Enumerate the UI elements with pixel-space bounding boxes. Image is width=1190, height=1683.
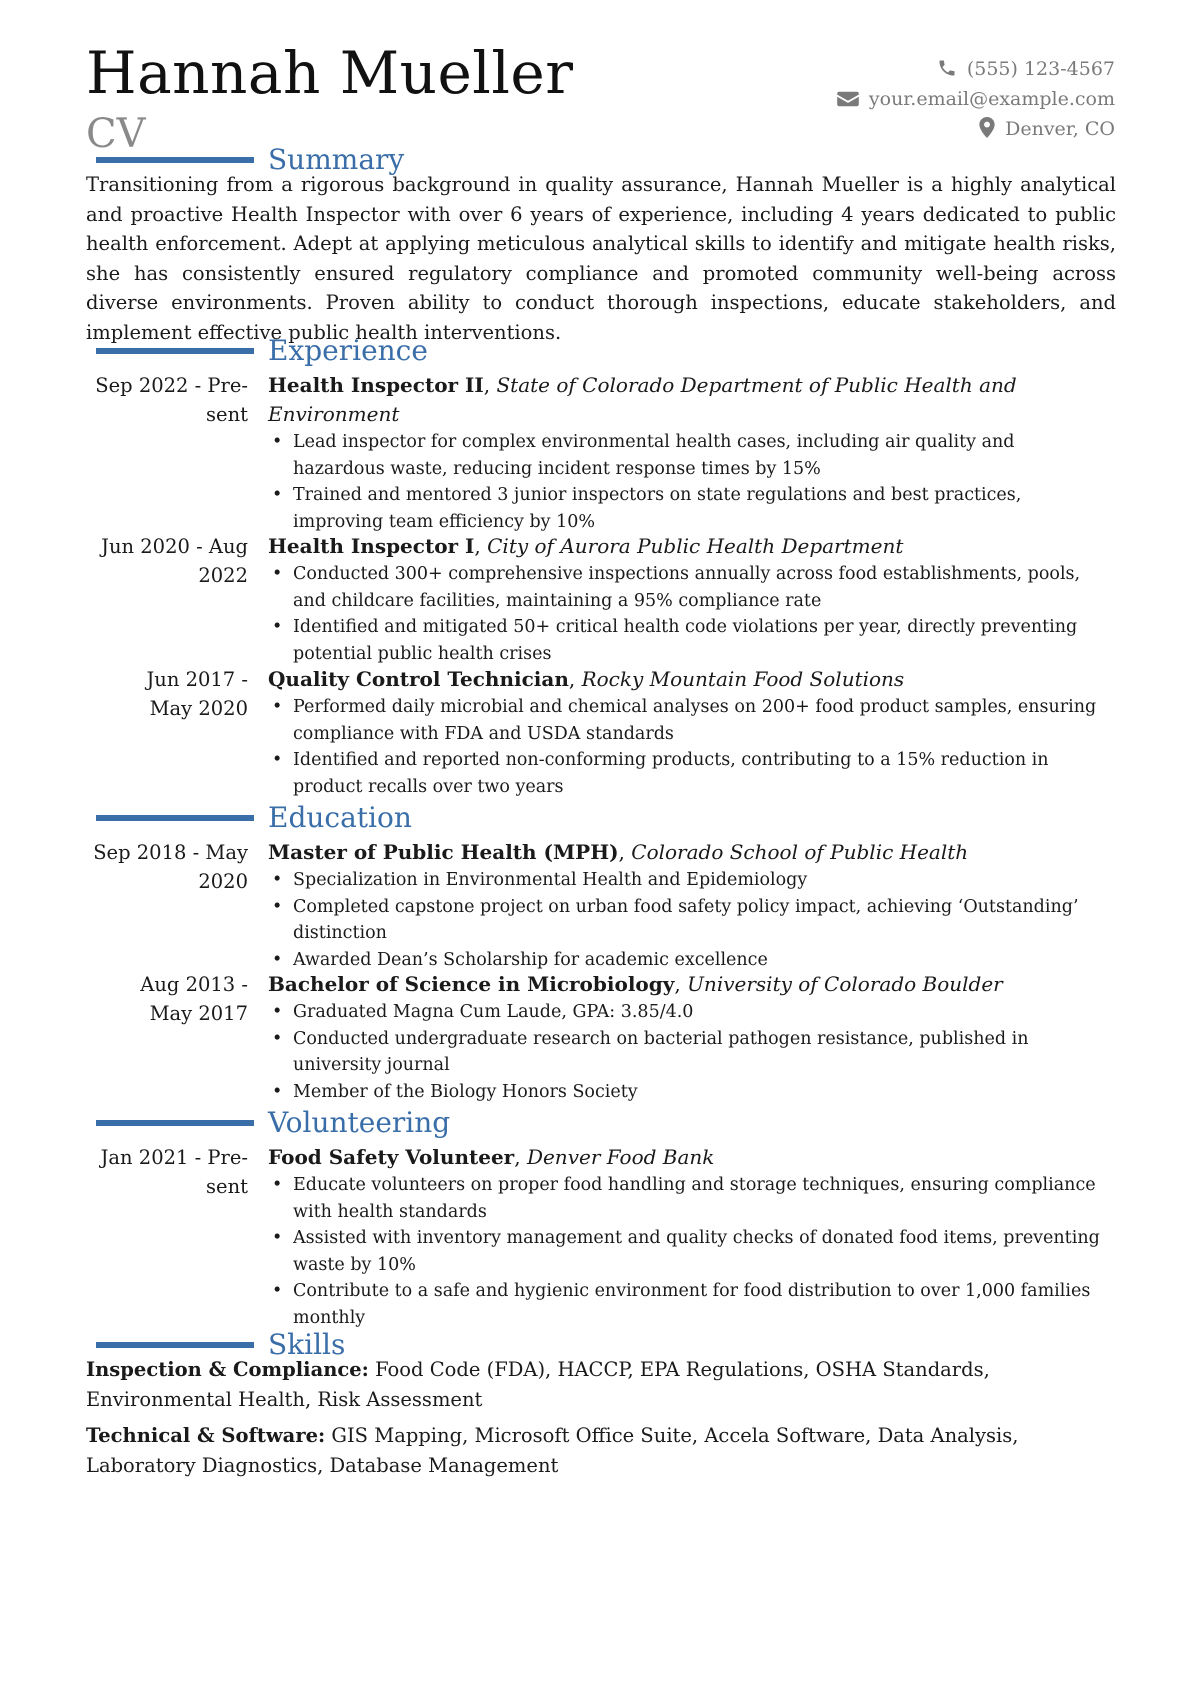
- email-text: your.email@example.com: [868, 88, 1115, 110]
- entry-body: [268, 1143, 1110, 1331]
- section-bar: [96, 1342, 254, 1348]
- entry-bullets: [268, 1172, 1110, 1331]
- entry-organization: City of Aurora Public Health Department: [487, 534, 904, 558]
- entry-bullets: [268, 561, 1110, 667]
- section-bar: [96, 348, 254, 354]
- skill-group-text: GIS Mapping, Microsoft Office Suite, Accela Software, Data Analysis, Laboratory Diagnostics, Database Management: [86, 1424, 1019, 1477]
- date-line: 2020: [198, 870, 248, 893]
- skill-group: [86, 1421, 1116, 1480]
- date-line: May 2020: [149, 697, 248, 720]
- section-title: Volunteering: [268, 1106, 451, 1139]
- entry-bullets: [268, 867, 1110, 973]
- entry-date: [86, 838, 248, 896]
- entry-date: [86, 1143, 248, 1201]
- entry-bullets: [268, 429, 1110, 535]
- entry-organization: University of Colorado Boulder: [687, 972, 1003, 996]
- bullet-item: • Assisted with inventory management and quality checks of donated food items, preventing waste by 10%: [268, 1225, 1110, 1278]
- date-line: 2022: [198, 564, 248, 587]
- entry-body: [268, 371, 1110, 535]
- entry-date: [86, 371, 248, 429]
- skill-group-label: Technical & Software:: [86, 1424, 326, 1447]
- phone-text: (555) 123-4567: [966, 58, 1115, 80]
- section-bar: [96, 157, 254, 163]
- section-bar: [96, 815, 254, 821]
- experience-heading: [0, 333, 1190, 373]
- entry-body: [268, 665, 1110, 800]
- entry-role: Quality Control Technician: [268, 667, 569, 691]
- contact-phone[interactable]: [837, 54, 1115, 84]
- bullet-item: • Awarded Dean’s Scholarship for academic excellence: [268, 947, 1110, 974]
- date-line: Jun 2017 -: [146, 668, 248, 691]
- skill-group-label: Inspection & Compliance:: [86, 1358, 369, 1381]
- candidate-name: Hannah Mueller: [86, 39, 574, 107]
- entry-organization: Denver Food Bank: [526, 1145, 715, 1169]
- skill-group-text: Food Code (FDA), HACCP, EPA Regulations, OSHA Standards, Environmental Health, Risk Assessment: [86, 1358, 990, 1411]
- date-line: sent: [206, 1175, 248, 1198]
- date-line: Sep 2022 - Pre-: [95, 374, 248, 397]
- section-title: Summary: [268, 143, 405, 176]
- entry-organization: State of Colorado Department of Public Health and Environment: [268, 373, 1017, 426]
- entry-role: Bachelor of Science in Microbiology: [268, 972, 675, 996]
- entry-date: [86, 532, 248, 590]
- entry-body: [268, 838, 1110, 973]
- entry-bullets: [268, 694, 1110, 800]
- bullet-item: • Member of the Biology Honors Society: [268, 1079, 1110, 1106]
- date-line: Jan 2021 - Pre-: [100, 1146, 248, 1169]
- document-subtitle: CV: [86, 111, 146, 157]
- entry-title: Food Safety Volunteer, Denver Food Bank: [268, 1145, 715, 1169]
- entry-title: Master of Public Health (MPH), Colorado School of Public Health: [268, 840, 969, 864]
- bullet-item: • Conducted undergraduate research on bacterial pathogen resistance, published in university journal: [268, 1026, 1110, 1079]
- phone-icon: [937, 58, 957, 78]
- section-title: Skills: [268, 1328, 346, 1361]
- entry-role: Health Inspector II: [268, 373, 484, 397]
- bullet-item: • Contribute to a safe and hygienic environment for food distribution to over 1,000 families monthly: [268, 1278, 1110, 1331]
- date-line: Aug 2013 -: [140, 973, 248, 996]
- entry-title: Quality Control Technician, Rocky Mountain Food Solutions: [268, 667, 905, 691]
- envelope-icon: [837, 90, 859, 108]
- bullet-item: • Educate volunteers on proper food handling and storage techniques, ensuring compliance with health standards: [268, 1172, 1110, 1225]
- section-bar: [96, 1120, 254, 1126]
- section-title: Education: [268, 801, 412, 834]
- entry-organization: Colorado School of Public Health: [631, 840, 969, 864]
- entry-body: [268, 970, 1110, 1105]
- bullet-item: • Trained and mentored 3 junior inspectors on state regulations and best practices, improving team efficiency by 10%: [268, 482, 1110, 535]
- contact-location: [837, 114, 1115, 144]
- bullet-item: • Completed capstone project on urban food safety policy impact, achieving ‘Outstanding’ distinction: [268, 894, 1110, 947]
- entry-organization: Rocky Mountain Food Solutions: [581, 667, 905, 691]
- entry-role: Master of Public Health (MPH): [268, 840, 619, 864]
- entry-bullets: [268, 999, 1110, 1105]
- bullet-item: • Identified and reported non-conforming products, contributing to a 15% reduction in product recalls over two years: [268, 747, 1110, 800]
- entry-role: Food Safety Volunteer: [268, 1145, 515, 1169]
- entry-title: Health Inspector I, City of Aurora Public Health Department: [268, 534, 904, 558]
- bullet-item: • Performed daily microbial and chemical analyses on 200+ food product samples, ensuring compliance with FDA and USDA standards: [268, 694, 1110, 747]
- entry-body: [268, 532, 1110, 667]
- contact-block: [837, 54, 1115, 144]
- education-heading: [0, 800, 1190, 840]
- date-line: Sep 2018 - May: [93, 841, 248, 864]
- contact-email[interactable]: [837, 84, 1115, 114]
- date-line: sent: [206, 403, 248, 426]
- bullet-item: • Graduated Magna Cum Laude, GPA: 3.85/4.0: [268, 999, 1110, 1026]
- entry-date: [86, 970, 248, 1028]
- entry-title: Bachelor of Science in Microbiology, University of Colorado Boulder: [268, 972, 1003, 996]
- bullet-item: • Identified and mitigated 50+ critical health code violations per year, directly preventing potential public health crises: [268, 614, 1110, 667]
- bullet-item: • Specialization in Environmental Health and Epidemiology: [268, 867, 1110, 894]
- map-pin-icon: [979, 117, 995, 138]
- bullet-item: • Conducted 300+ comprehensive inspections annually across food establishments, pools, and childcare facilities, maintaining a 95% compliance rate: [268, 561, 1110, 614]
- summary-text: Transitioning from a rigorous background in quality assurance, Hannah Mueller is a highly analytical and proactive Health Inspector with over 6 years of experience, including 4 years dedicated to public health enforcement. Adept at applying meticulous analytical skills to identify and mitigate health risks, she has consistently ensured regulatory compliance and promoted community well-being across diverse environments. Proven ability to conduct thorough inspections, educate stakeholders, and implement effective public health interventions.: [86, 173, 1116, 344]
- bullet-item: • Lead inspector for complex environmental health cases, including air quality and hazardous waste, reducing incident response times by 15%: [268, 429, 1110, 482]
- skill-group: [86, 1355, 1116, 1414]
- entry-title: Health Inspector II, State of Colorado Department of Public Health and Environment: [268, 373, 1017, 426]
- date-line: May 2017: [149, 1002, 248, 1025]
- location-text: Denver, CO: [1005, 118, 1115, 140]
- entry-role: Health Inspector I: [268, 534, 475, 558]
- volunteering-heading: [0, 1105, 1190, 1145]
- entry-date: [86, 665, 248, 723]
- date-line: Jun 2020 - Aug: [101, 535, 248, 558]
- section-title: Experience: [268, 334, 428, 367]
